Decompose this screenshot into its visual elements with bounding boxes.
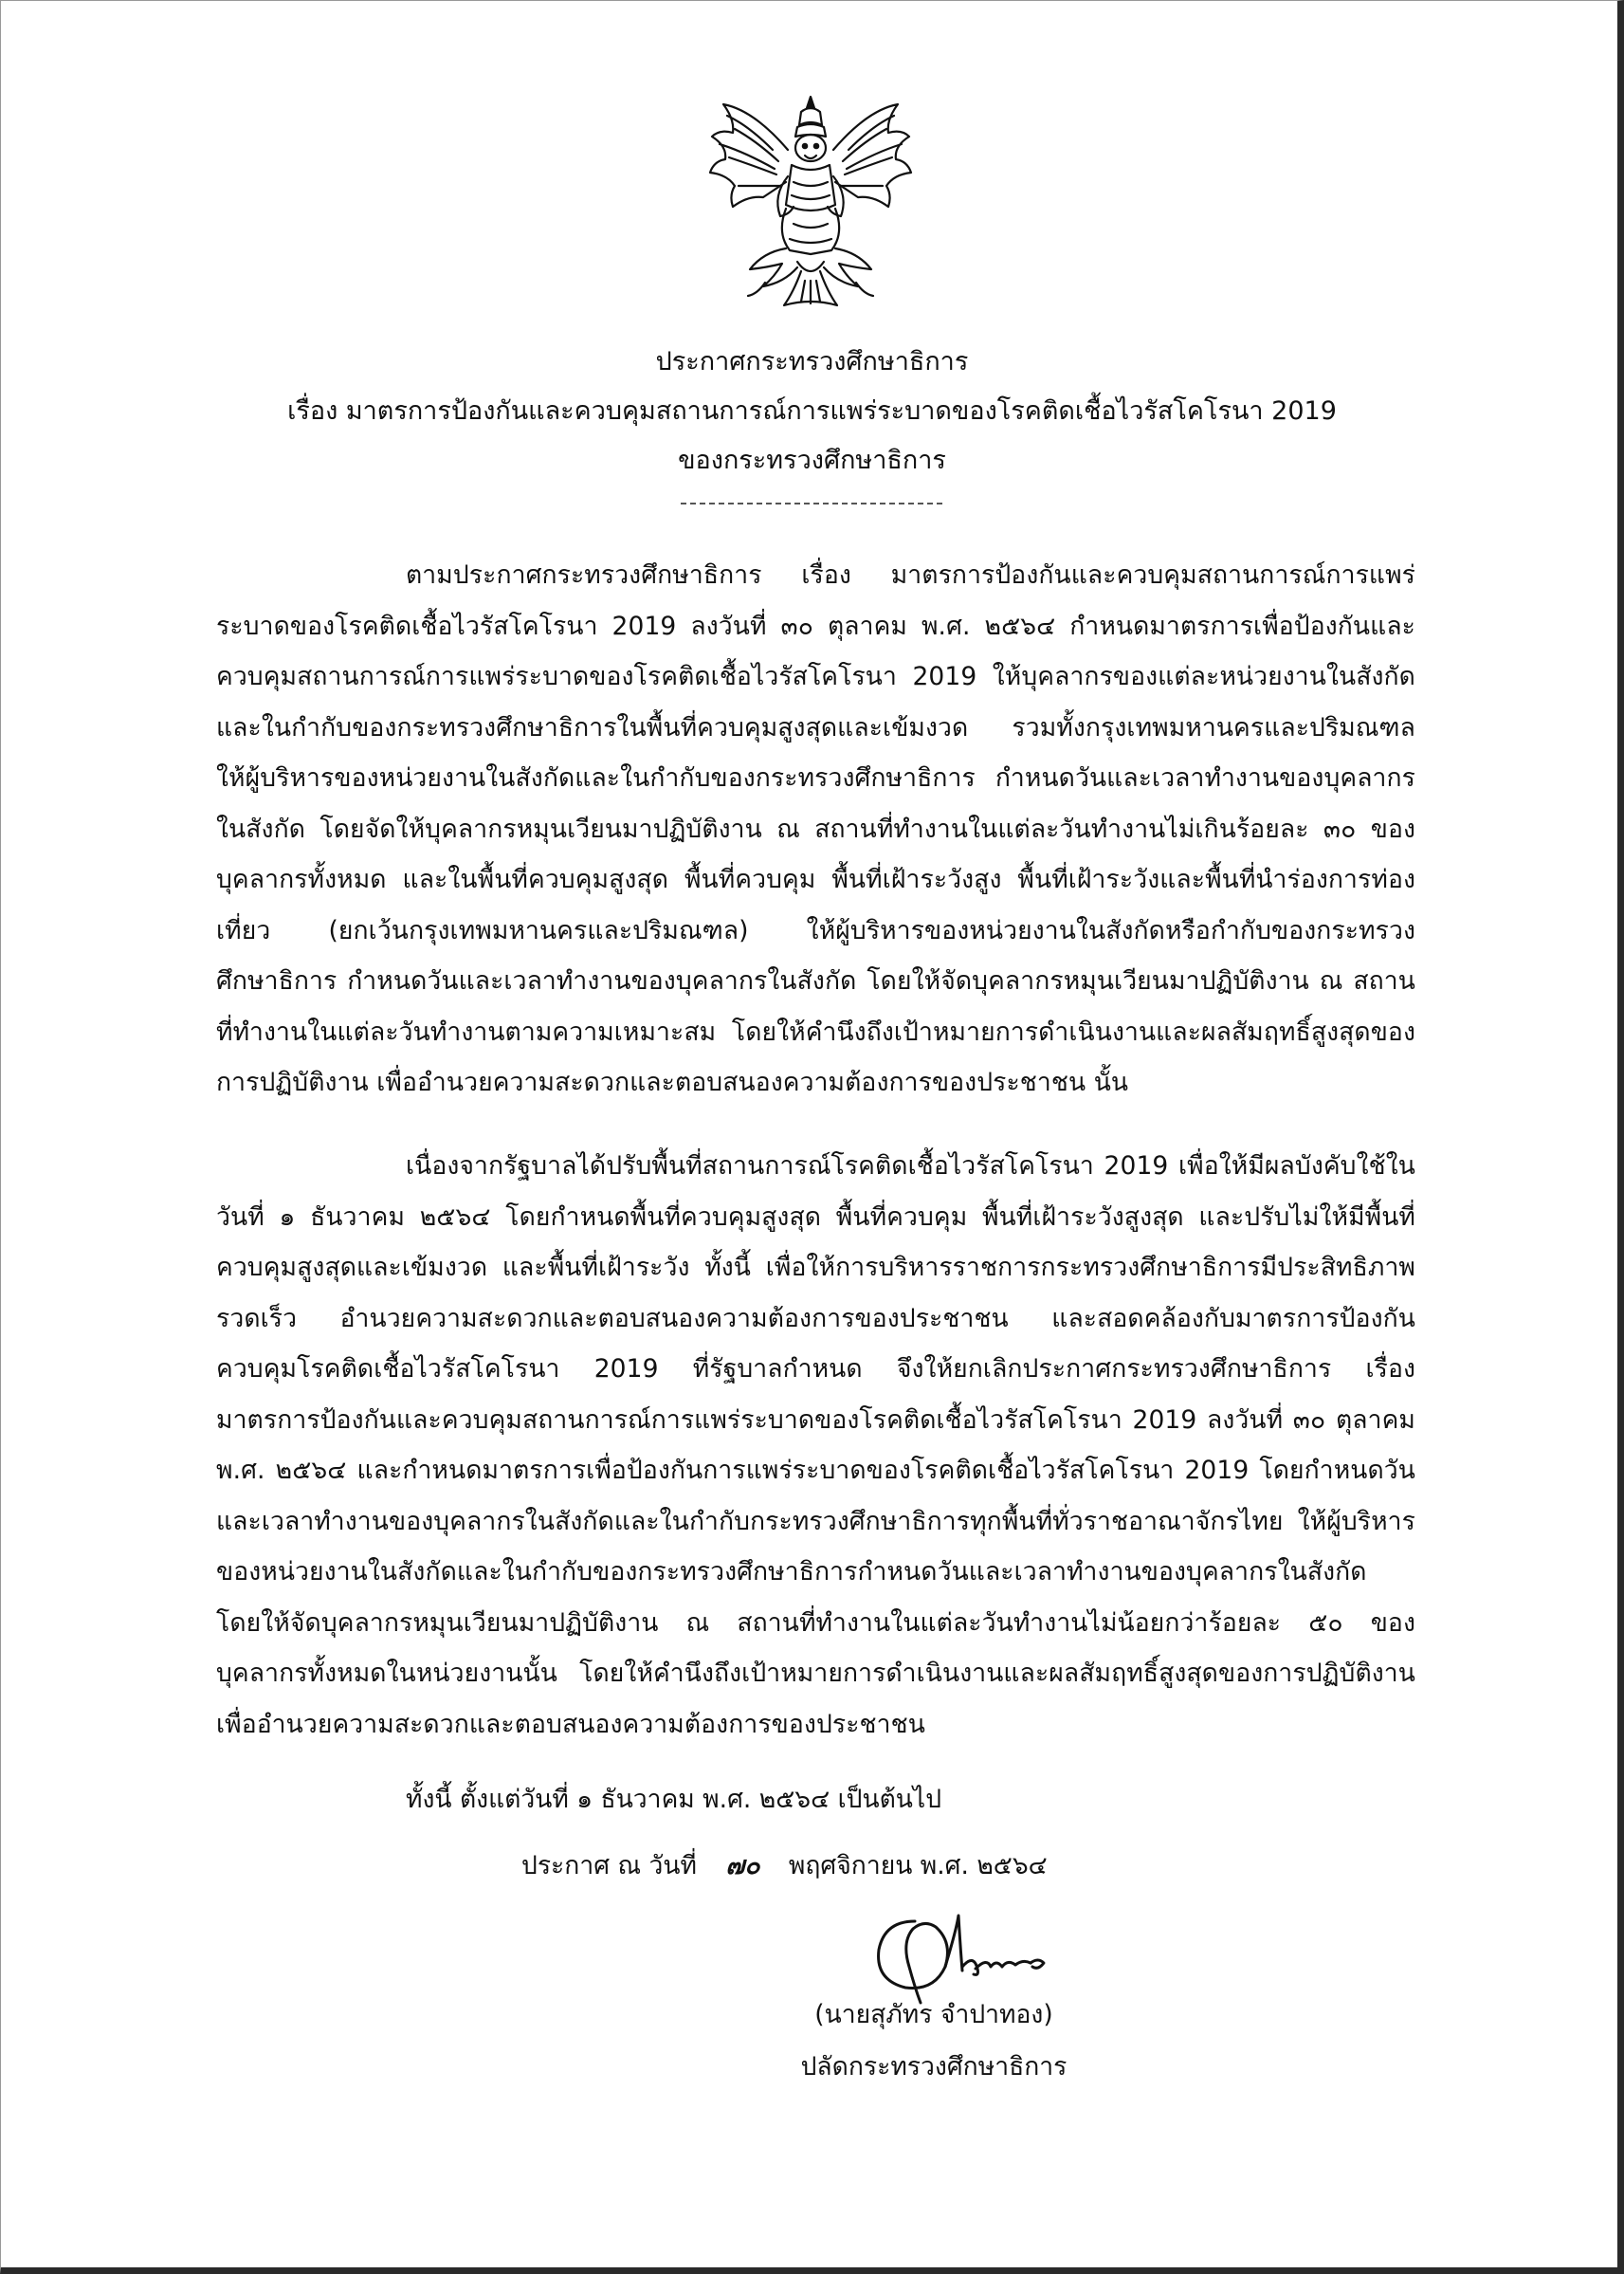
handwritten-signature — [858, 1900, 1095, 2007]
announcement-date-suffix: พฤศจิกายน พ.ศ. ๒๕๖๔ — [788, 1851, 1048, 1880]
announcement-subject: เรื่อง มาตรการป้องกันและควบคุมสถานการณ์การแพร่ระบาดของโรคติดเชื้อไวรัสโคโรนา 2019 — [287, 396, 1337, 426]
announcement-day-handwritten: ๗๐ — [725, 1851, 760, 1880]
garuda-emblem-icon — [706, 91, 915, 311]
announcement-date-prefix: ประกาศ ณ วันที่ — [521, 1851, 697, 1880]
announcement-date — [521, 1847, 1048, 1885]
announcement-title: ประกาศกระทรวงศึกษาธิการ — [655, 347, 969, 376]
body-paragraph-2: เนื่องจากรัฐบาลได้ปรับพื้นที่สถานการณ์โรคติดเชื้อไวรัสโคโรนา 2019 เพื่อให้มีผลบังคับใช้ในวันที่ ๑ ธันวาคม ๒๕๖๔ โดยกำหนดพื้นที่ควบคุมสูงสุด พื้นที่ควบคุม พื้นที่เฝ้าระวังสูงสุด และปรับไม่ให้มีพื้นที่ควบคุมสูงสุดและเข้มงวด และพื้นที่เฝ้าระวัง ทั้งนี้ เพื่อให้การบริหารราชการกระทรวงศึกษาธิการมีประสิทธิภาพ รวดเร็ว อำนวยความสะดวกและตอบสนองความต้องการของประชาชน และสอดคล้องกับมาตรการป้องกันควบคุมโรคติดเชื้อไวรัสโคโรนา 2019 ที่รัฐบาลกำหนด จึงให้ยกเลิกประกาศกระทรวงศึกษาธิการ เรื่อง มาตรการป้องกันและควบคุมสถานการณ์การแพร่ระบาดของโรคติดเชื้อไวรัสโคโรนา 2019 ลงวันที่ ๓๐ ตุลาคม พ.ศ. ๒๕๖๔ และกำหนดมาตรการเพื่อป้องกันการแพร่ระบาดของโรคติดเชื้อไวรัสโคโรนา 2019 โดยกำหนดวันและเวลาทำงานของบุคลากรในสังกัดและในกำกับกระทรวงศึกษาธิการทุกพื้นที่ทั่วราชอาณาจักรไทย ให้ผู้บริหารของหน่วยงานในสังกัดและในกำกับของกระทรวงศึกษาธิการกำหนดวันและเวลาทำงานของบุคลากรในสังกัด โดยให้จัดบุคลากรหมุนเวียนมาปฏิบัติงาน ณ สถานที่ทำงานในแต่ละวันทำงานไม่น้อยกว่าร้อยละ ๕๐ ของบุคลากรทั้งหมดในหน่วยงานนั้น โดยให้คำนึงถึงเป้าหมายการดำเนินงานและผลสัมฤทธิ์สูงสุดของการปฏิบัติงานเพื่ออำนวยความสะดวกและตอบสนองความต้องการของประชาชน — [216, 1151, 1415, 1739]
signatory-name: (นายสุภัทร จำปาทอง) — [814, 2000, 1053, 2029]
body-paragraph-1: ตามประกาศกระทรวงศึกษาธิการ เรื่อง มาตรการป้องกันและควบคุมสถานการณ์การแพร่ระบาดของโรคติดเชื้อไวรัสโคโรนา 2019 ลงวันที่ ๓๐ ตุลาคม พ.ศ. ๒๕๖๔ กำหนดมาตรการเพื่อป้องกันและควบคุมสถานการณ์การแพร่ระบาดของโรคติดเชื้อไวรัสโคโรนา 2019 ให้บุคลากรของแต่ละหน่วยงานในสังกัดและในกำกับของกระทรวงศึกษาธิการในพื้นที่ควบคุมสูงสุดและเข้มงวด รวมทั้งกรุงเทพมหานครและปริมณฑล ให้ผู้บริหารของหน่วยงานในสังกัดและในกำกับของกระทรวงศึกษาธิการ กำหนดวันและเวลาทำงานของบุคลากรในสังกัด โดยจัดให้บุคลากรหมุนเวียนมาปฏิบัติงาน ณ สถานที่ทำงานในแต่ละวันทำงานไม่เกินร้อยละ ๓๐ ของบุคลากรทั้งหมด และในพื้นที่ควบคุมสูงสุด พื้นที่ควบคุม พื้นที่เฝ้าระวังสูง พื้นที่เฝ้าระวังและพื้นที่นำร่องการท่องเที่ยว (ยกเว้นกรุงเทพมหานครและปริมณฑล) ให้ผู้บริหารของหน่วยงานในสังกัดหรือกำกับของกระทรวงศึกษาธิการ กำหนดวันและเวลาทำงานของบุคลากรในสังกัด โดยให้จัดบุคลากรหมุนเวียนมาปฏิบัติงาน ณ สถานที่ทำงานในแต่ละวันทำงานตามความเหมาะสม โดยให้คำนึงถึงเป้าหมายการดำเนินงานและผลสัมฤทธิ์สูงสุดของการปฏิบัติงาน เพื่ออำนวยความสะดวกและตอบสนองความต้องการของประชาชน นั้น — [216, 560, 1415, 1097]
announcement-subject-line2: ของกระทรวงศึกษาธิการ — [678, 446, 946, 475]
title-divider — [681, 503, 942, 504]
effective-date: ทั้งนี้ ตั้งแต่วันที่ ๑ ธันวาคม พ.ศ. ๒๕๖๔ เป็นต้นไป — [406, 1785, 942, 1814]
signatory-position: ปลัดกระทรวงศึกษาธิการ — [800, 2052, 1067, 2081]
